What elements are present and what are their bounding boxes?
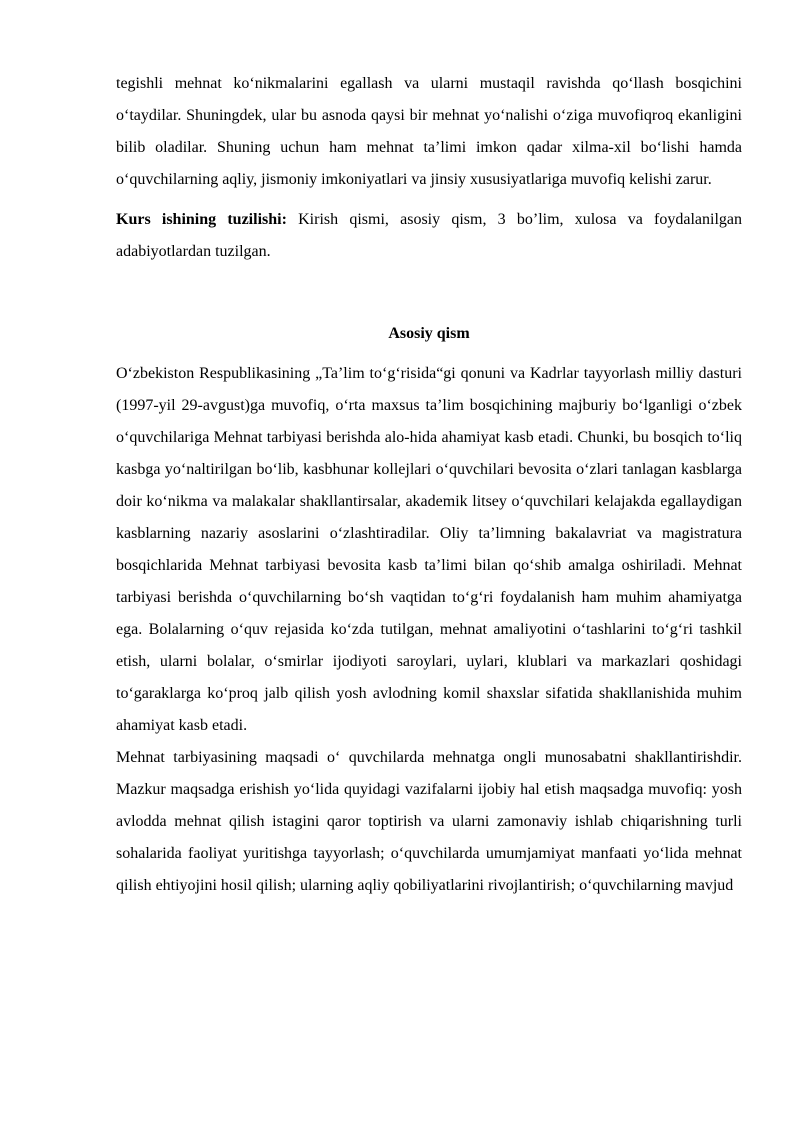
section-heading: Asosiy qism xyxy=(388,325,470,342)
structure-lead: Kurs ishining tuzilishi: xyxy=(116,211,287,228)
structure-text: Kirish qismi, asosiy qism, 3 bo’lim, xulosa va foydalanilgan adabiyotlardan tuzilgan. xyxy=(116,211,743,260)
paragraph-goals: Mehnat tarbiyasining maqsadi o‘ quvchilarda mehnatga ongli munosabatni shakllantirishdir. Mazkur maqsadga erishish yo‘lida quyidagi vazifalarni ijobiy hal etish maqsadga muvofiq: yosh avlodda mehnat qilish istagini qaror toptirish va ularni zamonaviy ishlab chiqarishning turli sohalarida faoliyat yuritishga tayyorlash; o‘quvchilarda umumjamiyat manfaati yo‘lida mehnat qilish ehtiyojini hosil qilish; ularning aqliy qobiliyatlarini rivojlantirish; o‘quvchilarning mavjud xyxy=(116,749,742,894)
spacer xyxy=(116,350,742,358)
spacer xyxy=(116,268,742,318)
paragraph-intro: tegishli mehnat ko‘nikmalarini egallash va ularni mustaqil ravishda qo‘llash bosqichini o‘taydilar. Shuningdek, ular bu asnoda qaysi bir mehnat yo‘nalishi o‘ziga muvofiqroq ekanligini bilib oladilar. Shuning uchun ham mehnat ta’limi imkon qadar xilma-xil bo‘lishi hamda o‘quvchilarning aqliy, jismoniy imkoniyatlari va jinsiy xususiyatlariga muvofiq kelishi zarur. xyxy=(116,75,742,188)
paragraph-structure xyxy=(116,204,742,268)
paragraph-main: O‘zbekiston Respublikasining „Ta’lim to‘g‘risida“gi qonuni va Kadrlar tayyorlash milliy dasturi (1997-yil 29-avgust)ga muvofiq, o‘rta maxsus ta’lim bosqichining majburiy bo‘lganligi o‘zbek o‘quvchilariga Mehnat tarbiyasi berishda alo-hida ahamiyat kasb etadi. Chunki, bu bosqich to‘liq kasbga yo‘naltirilgan bo‘lib, kasbhunar kollejlari o‘quvchilari bevosita o‘zlari tanlagan kasblarga doir ko‘nikma va malakalar shakllantirsalar, akademik litsey o‘quvchilari kelajakda egallaydigan kasblarning nazariy asoslarini o‘zlashtiradilar. Oliy ta’limning bakalavriat va magistratura bosqichlarida Mehnat tarbiyasi bevosita kasb ta’limi bilan qo‘shib amalga oshiriladi. Mehnat tarbiyasi berishda o‘quvchilarning bo‘sh vaqtidan to‘g‘ri foydalanish ham muhim ahamiyatga ega. Bolalarning o‘quv rejasida ko‘zda tutilgan, mehnat amaliyotini o‘tashlarini to‘g‘ri tashkil etish, ularni bolalar, o‘smirlar ijodiyoti saroylari, uylari, klublari va markazlari qoshidagi to‘garaklarga ko‘proq jalb qilish yosh avlodning komil shaxslar sifatida shakllanishida muhim ahamiyat kasb etadi. xyxy=(116,365,742,734)
spacer xyxy=(116,196,742,204)
document-page xyxy=(116,68,742,902)
